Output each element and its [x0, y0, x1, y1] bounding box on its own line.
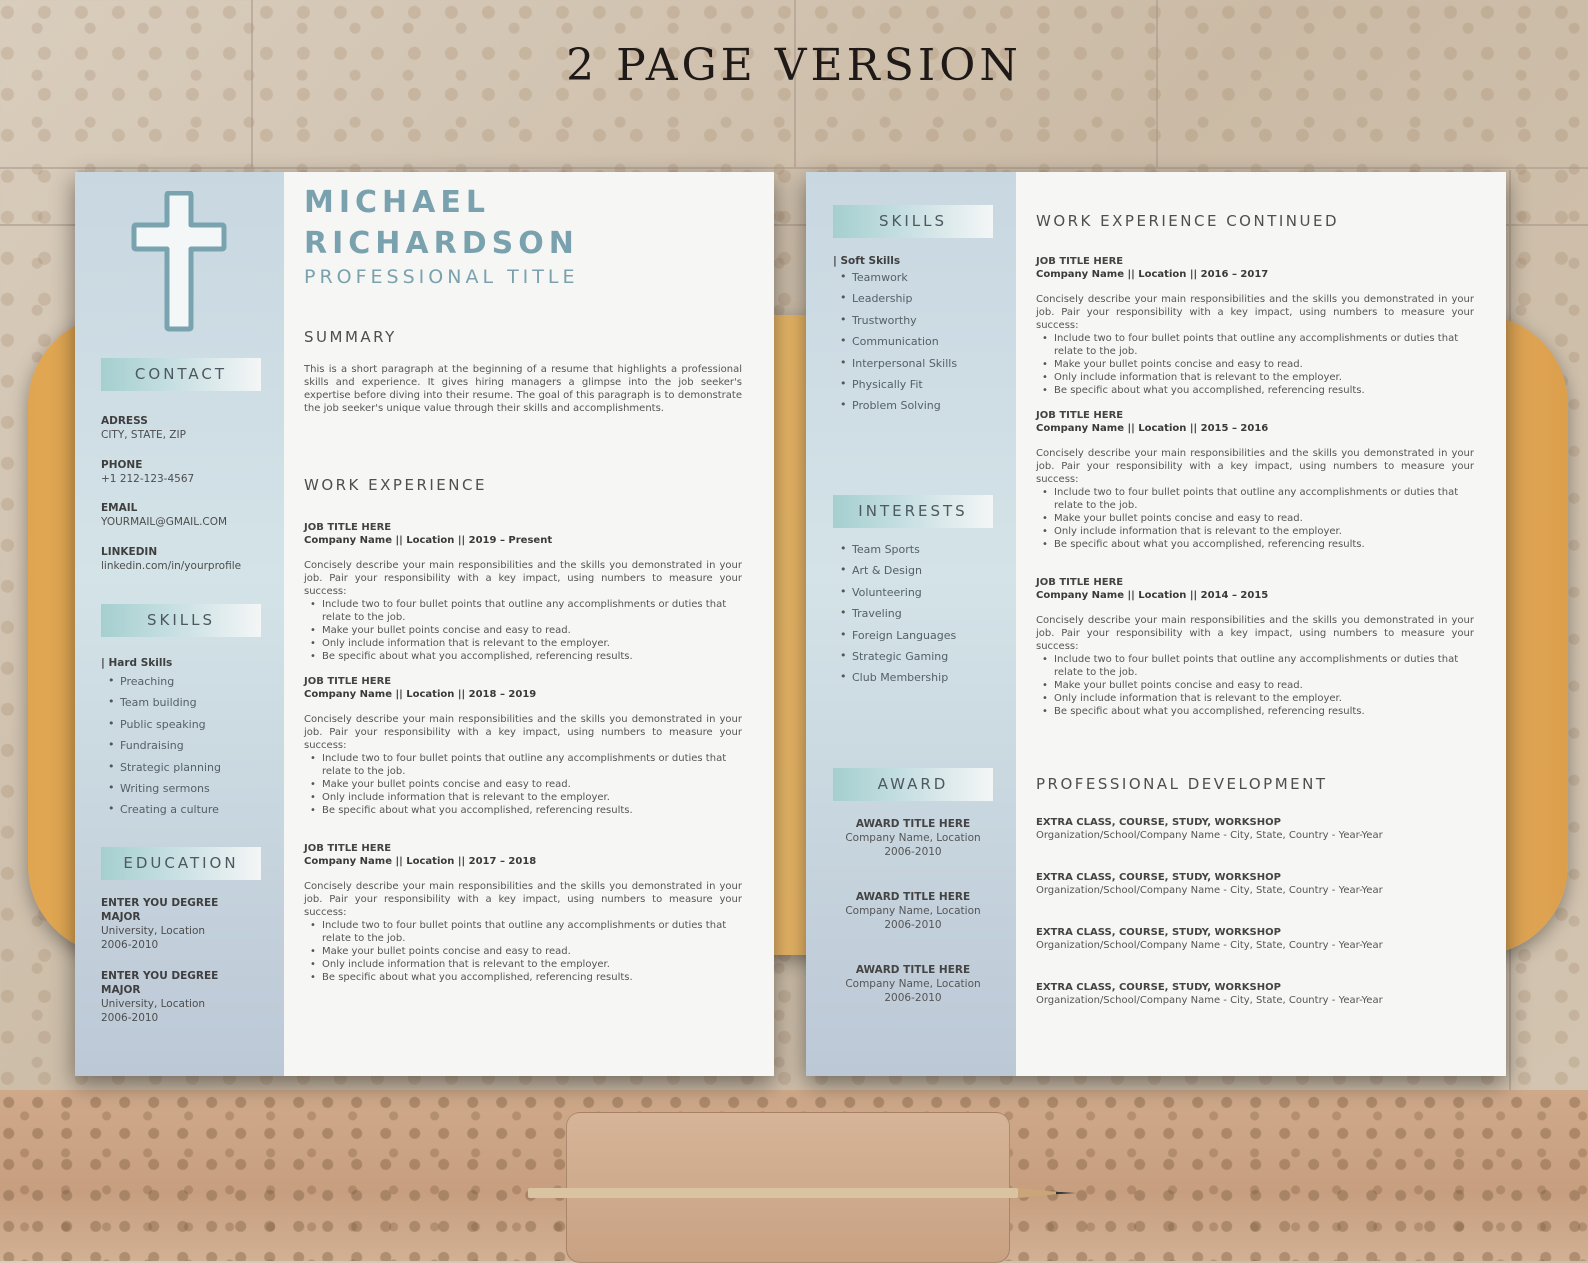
- hard-skills-subheading: | Hard Skills: [101, 657, 173, 669]
- list-item: • Be specific about what you accomplished, referencing results.: [304, 804, 742, 817]
- contact-heading: CONTACT: [101, 358, 261, 391]
- list-item: • Foreign Languages: [833, 629, 1005, 650]
- job-entry: [1036, 409, 1474, 551]
- education-degree: ENTER YOU DEGREE: [101, 970, 219, 982]
- list-item: • Team Sports: [833, 543, 1005, 564]
- award-entry: [833, 891, 993, 931]
- development-heading: PROFESSIONAL DEVELOPMENT: [1036, 775, 1328, 793]
- list-item: • Include two to four bullet points that outline any accomplishments or duties that relate to the job.: [304, 919, 742, 945]
- award-years: 2006-2010: [884, 919, 942, 931]
- education-major: MAJOR: [101, 911, 141, 923]
- list-item: • Include two to four bullet points that outline any accomplishments or duties that relate to the job.: [304, 752, 742, 778]
- job-company: Company Name || Location || 2015 – 2016: [1036, 423, 1269, 434]
- list-item: • Team building: [101, 696, 273, 717]
- development-title: EXTRA CLASS, COURSE, STUDY, WORKSHOP: [1036, 817, 1281, 828]
- job-title: JOB TITLE HERE: [304, 843, 392, 854]
- list-item: • Teamwork: [833, 271, 1005, 292]
- job-entry: [304, 675, 742, 817]
- list-item: • Only include information that is relevant to the employer.: [304, 637, 742, 650]
- address-value: CITY, STATE, ZIP: [101, 429, 186, 441]
- job-title: JOB TITLE HERE: [304, 676, 392, 687]
- award-company: Company Name, Location: [845, 978, 981, 990]
- list-item: • Only include information that is relevant to the employer.: [1036, 692, 1474, 705]
- soft-skills-subheading: | Soft Skills: [833, 255, 901, 267]
- education-degree: ENTER YOU DEGREE: [101, 897, 219, 909]
- development-entry: [1036, 872, 1383, 896]
- phone-value: +1 212-123-4567: [101, 473, 195, 485]
- job-description: Concisely describe your main responsibilities and the skills you demonstrated in your job. Pair your responsibility with a key impact, using numbers to measure your success:: [1036, 294, 1474, 331]
- list-item: • Leadership: [833, 292, 1005, 313]
- work-heading: WORK EXPERIENCE: [304, 476, 487, 494]
- list-item: • Be specific about what you accomplished, referencing results.: [1036, 705, 1474, 718]
- job-company: Company Name || Location || 2018 – 2019: [304, 689, 537, 700]
- list-item: • Make your bullet points concise and easy to read.: [1036, 679, 1474, 692]
- list-item: • Make your bullet points concise and easy to read.: [1036, 358, 1474, 371]
- award-entry: [833, 964, 993, 1004]
- list-item: • Only include information that is relevant to the employer.: [304, 958, 742, 971]
- list-item: • Make your bullet points concise and easy to read.: [304, 778, 742, 791]
- award-years: 2006-2010: [884, 992, 942, 1004]
- list-item: • Include two to four bullet points that outline any accomplishments or duties that relate to the job.: [304, 598, 742, 624]
- award-company: Company Name, Location: [845, 905, 981, 917]
- list-item: • Communication: [833, 335, 1005, 356]
- development-org: Organization/School/Company Name - City, State, Country - Year-Year: [1036, 940, 1383, 951]
- list-item: • Include two to four bullet points that outline any accomplishments or duties that relate to the job.: [1036, 653, 1474, 679]
- list-item: • Be specific about what you accomplished, referencing results.: [304, 650, 742, 663]
- list-item: • Fundraising: [101, 739, 273, 760]
- development-org: Organization/School/Company Name - City, State, Country - Year-Year: [1036, 830, 1383, 841]
- list-item: • Strategic Gaming: [833, 650, 1005, 671]
- development-entry: [1036, 817, 1383, 841]
- list-item: • Trustworthy: [833, 314, 1005, 335]
- development-org: Organization/School/Company Name - City, State, Country - Year-Year: [1036, 995, 1383, 1006]
- professional-title: PROFESSIONAL TITLE: [304, 266, 579, 288]
- skills-heading: SKILLS: [833, 205, 993, 238]
- list-item: • Only include information that is relevant to the employer.: [1036, 371, 1474, 384]
- job-bullets: [1036, 332, 1474, 397]
- job-entry: [1036, 255, 1474, 397]
- list-item: • Strategic planning: [101, 761, 273, 782]
- summary-text: This is a short paragraph at the beginning of a resume that highlights a professional skills and experience. It gives hiring managers a glimpse into the job seeker's expertise before diving into their resume. The goal of this paragraph is to demonstrate the job seeker's unique value through their skills and accomplishments.: [304, 364, 742, 414]
- list-item: • Volunteering: [833, 586, 1005, 607]
- linkedin-label: LINKEDIN: [101, 546, 158, 558]
- list-item: • Creating a culture: [101, 803, 273, 824]
- job-bullets: [304, 752, 742, 817]
- job-bullets: [304, 598, 742, 663]
- list-item: • Physically Fit: [833, 378, 1005, 399]
- interests-list: [833, 543, 1005, 693]
- list-item: • Traveling: [833, 607, 1005, 628]
- email-label: EMAIL: [101, 502, 138, 514]
- job-company: Company Name || Location || 2017 – 2018: [304, 856, 537, 867]
- award-entry: [833, 818, 993, 858]
- education-years: 2006-2010: [101, 939, 159, 951]
- job-description: Concisely describe your main responsibilities and the skills you demonstrated in your job. Pair your responsibility with a key impact, using numbers to measure your success:: [304, 560, 742, 597]
- job-title: JOB TITLE HERE: [304, 522, 392, 533]
- award-company: Company Name, Location: [845, 832, 981, 844]
- list-item: • Writing sermons: [101, 782, 273, 803]
- hard-skills-list: [101, 675, 273, 825]
- address-label: ADRESS: [101, 415, 148, 427]
- job-company: Company Name || Location || 2019 – Present: [304, 535, 553, 546]
- award-heading: AWARD: [833, 768, 993, 801]
- job-description: Concisely describe your main responsibilities and the skills you demonstrated in your job. Pair your responsibility with a key impact, using numbers to measure your success:: [304, 881, 742, 918]
- education-school: University, Location: [101, 998, 206, 1010]
- list-item: • Club Membership: [833, 671, 1005, 692]
- list-item: • Art & Design: [833, 564, 1005, 585]
- name-line-1: MICHAEL: [304, 185, 490, 220]
- job-title: JOB TITLE HERE: [1036, 577, 1124, 588]
- list-item: • Preaching: [101, 675, 273, 696]
- job-entry: [304, 842, 742, 984]
- work-continued-heading: WORK EXPERIENCE CONTINUED: [1036, 212, 1340, 230]
- summary-heading: SUMMARY: [304, 328, 397, 346]
- list-item: • Make your bullet points concise and easy to read.: [1036, 512, 1474, 525]
- list-item: • Public speaking: [101, 718, 273, 739]
- headline: 2 PAGE VERSION: [566, 40, 1022, 91]
- list-item: • Be specific about what you accomplished, referencing results.: [1036, 538, 1474, 551]
- award-years: 2006-2010: [884, 846, 942, 858]
- list-item: • Make your bullet points concise and easy to read.: [304, 624, 742, 637]
- education-school: University, Location: [101, 925, 206, 937]
- job-title: JOB TITLE HERE: [1036, 256, 1124, 267]
- job-entry: [1036, 576, 1474, 718]
- email-value: YOURMAIL@GMAIL.COM: [101, 516, 228, 528]
- pencil-icon: [528, 1184, 1078, 1202]
- list-item: • Be specific about what you accomplished, referencing results.: [1036, 384, 1474, 397]
- main-column: [304, 172, 742, 1076]
- list-item: • Include two to four bullet points that outline any accomplishments or duties that relate to the job.: [1036, 486, 1474, 512]
- main-column: [1036, 172, 1474, 1076]
- list-item: • Include two to four bullet points that outline any accomplishments or duties that relate to the job.: [1036, 332, 1474, 358]
- job-description: Concisely describe your main responsibilities and the skills you demonstrated in your job. Pair your responsibility with a key impact, using numbers to measure your success:: [1036, 448, 1474, 485]
- list-item: • Interpersonal Skills: [833, 357, 1005, 378]
- award-title: AWARD TITLE HERE: [855, 964, 971, 976]
- list-item: • Problem Solving: [833, 399, 1005, 420]
- job-entry: [304, 521, 742, 663]
- resume-page-1: [75, 172, 774, 1076]
- name-line-2: RICHARDSON: [304, 226, 579, 261]
- phone-label: PHONE: [101, 459, 143, 471]
- education-major: MAJOR: [101, 984, 141, 996]
- job-bullets: [304, 919, 742, 984]
- resume-page-2: [806, 172, 1506, 1076]
- soft-skills-list: [833, 271, 1005, 421]
- job-bullets: [1036, 653, 1474, 718]
- interests-heading: INTERESTS: [833, 495, 993, 528]
- award-title: AWARD TITLE HERE: [855, 818, 971, 830]
- award-title: AWARD TITLE HERE: [855, 891, 971, 903]
- job-description: Concisely describe your main responsibilities and the skills you demonstrated in your job. Pair your responsibility with a key impact, using numbers to measure your success:: [1036, 615, 1474, 652]
- cross-icon: [130, 191, 228, 333]
- list-item: • Be specific about what you accomplished, referencing results.: [304, 971, 742, 984]
- list-item: • Only include information that is relevant to the employer.: [1036, 525, 1474, 538]
- job-company: Company Name || Location || 2016 – 2017: [1036, 269, 1269, 280]
- education-heading: EDUCATION: [101, 847, 261, 880]
- list-item: • Make your bullet points concise and easy to read.: [304, 945, 742, 958]
- development-title: EXTRA CLASS, COURSE, STUDY, WORKSHOP: [1036, 872, 1281, 883]
- job-company: Company Name || Location || 2014 – 2015: [1036, 590, 1269, 601]
- linkedin-value: linkedin.com/in/yourprofile: [101, 560, 242, 572]
- list-item: • Only include information that is relevant to the employer.: [304, 791, 742, 804]
- job-title: JOB TITLE HERE: [1036, 410, 1124, 421]
- development-org: Organization/School/Company Name - City, State, Country - Year-Year: [1036, 885, 1383, 896]
- skills-heading: SKILLS: [101, 604, 261, 637]
- development-entry: [1036, 982, 1383, 1006]
- job-description: Concisely describe your main responsibilities and the skills you demonstrated in your job. Pair your responsibility with a key impact, using numbers to measure your success:: [304, 714, 742, 751]
- education-years: 2006-2010: [101, 1012, 159, 1024]
- development-entry: [1036, 927, 1383, 951]
- development-title: EXTRA CLASS, COURSE, STUDY, WORKSHOP: [1036, 927, 1281, 938]
- development-title: EXTRA CLASS, COURSE, STUDY, WORKSHOP: [1036, 982, 1281, 993]
- job-bullets: [1036, 486, 1474, 551]
